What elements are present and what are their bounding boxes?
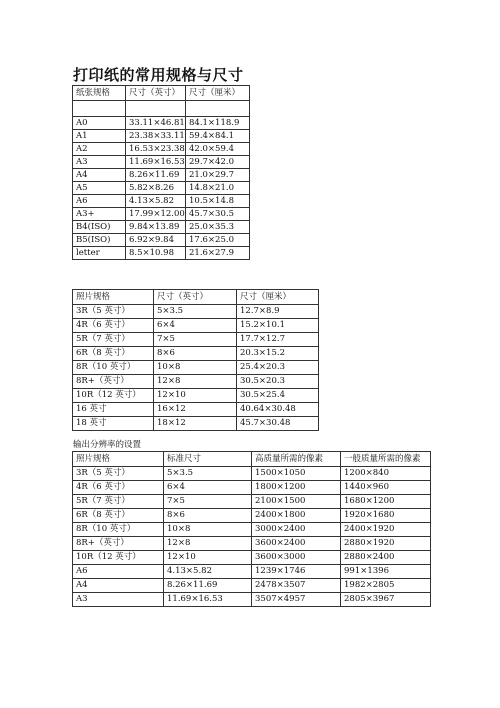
table-cell: A6 [73, 195, 126, 208]
table-cell: A6 [73, 565, 164, 579]
table-row [73, 537, 431, 551]
table-cell: 18×12 [154, 417, 237, 431]
header-cell: 照片规格 [73, 290, 154, 305]
table-row [73, 361, 319, 375]
table-row [73, 117, 250, 130]
table-cell: 10×8 [154, 361, 237, 375]
table-row [73, 523, 431, 537]
table-cell: 84.1×118.9 [186, 117, 250, 130]
table-cell: 40.64×30.48 [237, 403, 319, 417]
table-cell: 2100×1500 [252, 495, 341, 509]
table-cell: 1680×1200 [341, 495, 431, 509]
table-cell: 11.69×16.53 [126, 156, 186, 169]
table-cell: 1800×1200 [252, 481, 341, 495]
table-cell: 12×10 [154, 389, 237, 403]
table-row [73, 347, 319, 361]
table-cell: 991×1396 [341, 565, 431, 579]
table-row [73, 182, 250, 195]
header-cell: 尺寸（厘米） [237, 290, 319, 305]
table-row [73, 389, 319, 403]
table-cell: 6R（8 英寸） [73, 509, 164, 523]
table-cell: 1440×960 [341, 481, 431, 495]
table-cell: 4R（6 英寸） [73, 319, 154, 333]
table-header-row [73, 452, 431, 467]
table-cell: 17.6×25.0 [186, 234, 250, 247]
table-row [73, 467, 431, 481]
header-cell: 尺寸（英寸） [154, 290, 237, 305]
table-row [73, 593, 431, 607]
table-cell: A5 [73, 182, 126, 195]
table-row [73, 333, 319, 347]
table-cell: 4R（6 英寸） [73, 481, 164, 495]
table-cell: letter [73, 247, 126, 260]
table-cell: 3R（5 英寸） [73, 467, 164, 481]
header-cell: 尺寸（英寸） [126, 86, 186, 101]
table-cell: 2400×1920 [341, 523, 431, 537]
table-cell: 7×5 [154, 333, 237, 347]
table-cell: 8R（10 英寸） [73, 361, 154, 375]
table-row [73, 319, 319, 333]
table-cell: 8.5×10.98 [126, 247, 186, 260]
table-cell: 25.4×20.3 [237, 361, 319, 375]
table-row [73, 234, 250, 247]
table-cell: 16 英寸 [73, 403, 154, 417]
table-cell: 42.0×59.4 [186, 143, 250, 156]
table-cell: 3600×3000 [252, 551, 341, 565]
table-cell: 8×6 [154, 347, 237, 361]
table-cell: 1500×1050 [252, 467, 341, 481]
table-row [73, 143, 250, 156]
table-cell: 5R（7 英寸） [73, 495, 164, 509]
table-cell: 2880×1920 [341, 537, 431, 551]
table-header-row [73, 86, 250, 101]
table-cell: A1 [73, 130, 126, 143]
table-cell: 2805×3967 [341, 593, 431, 607]
table-cell: 2478×3507 [252, 579, 341, 593]
table-cell: A3 [73, 156, 126, 169]
table-cell: 30.5×25.4 [237, 389, 319, 403]
table-cell: A4 [73, 169, 126, 182]
resolution-table [72, 451, 431, 607]
table-row [73, 195, 250, 208]
table-cell: 7×5 [164, 495, 252, 509]
table-row [73, 481, 431, 495]
table-cell: 29.7×42.0 [186, 156, 250, 169]
page-title: 打印纸的常用规格与尺寸 [73, 66, 244, 84]
table-cell: 21.0×29.7 [186, 169, 250, 182]
table-row [73, 247, 250, 260]
table-cell: 12×8 [154, 375, 237, 389]
table-header-row [73, 290, 319, 305]
table-cell: 10R（12 英寸） [73, 389, 154, 403]
header-cell: 纸张规格 [73, 86, 126, 101]
table-cell: A3+ [73, 208, 126, 221]
table-cell: 33.11×46.81 [126, 117, 186, 130]
table-cell: 10×8 [164, 523, 252, 537]
table-row [73, 221, 250, 234]
table-cell: B4(ISO) [73, 221, 126, 234]
table-cell: 18 英寸 [73, 417, 154, 431]
table-cell: 6×4 [154, 319, 237, 333]
paper-size-table [72, 85, 250, 260]
table-cell: 12×10 [164, 551, 252, 565]
table-cell: 6×4 [164, 481, 252, 495]
table-cell: 1239×1746 [252, 565, 341, 579]
table-row [73, 375, 319, 389]
table-cell: 10.5×14.8 [186, 195, 250, 208]
table-cell: 1982×2805 [341, 579, 431, 593]
table-cell: 23.38×33.11 [126, 130, 186, 143]
table-cell: 8R+（英寸） [73, 537, 164, 551]
table-cell: 5×3.5 [154, 305, 237, 319]
table-cell: 8.26×11.69 [164, 579, 252, 593]
table-cell: 59.4×84.1 [186, 130, 250, 143]
header-cell: 高质量所需的像素 [252, 452, 341, 467]
table-cell: 1920×1680 [341, 509, 431, 523]
table-cell: 5R（7 英寸） [73, 333, 154, 347]
table-cell: 2880×2400 [341, 551, 431, 565]
photo-size-table [72, 289, 319, 431]
table-cell: 11.69×16.53 [164, 593, 252, 607]
table-cell: 5×3.5 [164, 467, 252, 481]
table-cell: 3000×2400 [252, 523, 341, 537]
table-cell: 4.13×5.82 [126, 195, 186, 208]
table-cell: 20.3×15.2 [237, 347, 319, 361]
table-cell: A3 [73, 593, 164, 607]
table-row [73, 169, 250, 182]
table-cell: 5.82×8.26 [126, 182, 186, 195]
resolution-caption: 输出分辨率的设置 [73, 440, 142, 450]
table-cell: 45.7×30.5 [186, 208, 250, 221]
table-cell: 12.7×8.9 [237, 305, 319, 319]
table-row [73, 417, 319, 431]
table-row [73, 509, 431, 523]
table-cell: B5(ISO) [73, 234, 126, 247]
table-cell: 10R（12 英寸） [73, 551, 164, 565]
table-cell: A2 [73, 143, 126, 156]
table-row [73, 565, 431, 579]
table-cell: 15.2×10.1 [237, 319, 319, 333]
table-cell: 3507×4957 [252, 593, 341, 607]
table-row [73, 156, 250, 169]
table-cell: 17.99×12.00 [126, 208, 186, 221]
table-cell: 30.5×20.3 [237, 375, 319, 389]
table-cell: A4 [73, 579, 164, 593]
table-cell: 8×6 [164, 509, 252, 523]
header-cell: 标准尺寸 [164, 452, 252, 467]
table-spacer-row [73, 101, 250, 117]
table-cell: 12×8 [164, 537, 252, 551]
table-cell: 3R（5 英寸） [73, 305, 154, 319]
table-row [73, 579, 431, 593]
table-cell: 14.8×21.0 [186, 182, 250, 195]
table-cell: 25.0×35.3 [186, 221, 250, 234]
table-cell: 6.92×9.84 [126, 234, 186, 247]
header-cell: 照片规格 [73, 452, 164, 467]
table-cell: 3600×2400 [252, 537, 341, 551]
header-cell: 一般质量所需的像素 [341, 452, 431, 467]
table-cell: 4.13×5.82 [164, 565, 252, 579]
table-cell: 8R+（英寸） [73, 375, 154, 389]
table-row [73, 403, 319, 417]
header-cell: 尺寸（厘米） [186, 86, 250, 101]
table-cell: 8.26×11.69 [126, 169, 186, 182]
table-cell: 9.84×13.89 [126, 221, 186, 234]
table-row [73, 551, 431, 565]
table-cell: 17.7×12.7 [237, 333, 319, 347]
table-row [73, 130, 250, 143]
table-cell: 16×12 [154, 403, 237, 417]
table-cell: A0 [73, 117, 126, 130]
table-row [73, 208, 250, 221]
table-cell: 21.6×27.9 [186, 247, 250, 260]
table-cell: 8R（10 英寸） [73, 523, 164, 537]
table-row [73, 495, 431, 509]
table-cell: 6R（8 英寸） [73, 347, 154, 361]
table-cell: 16.53×23.38 [126, 143, 186, 156]
table-cell: 45.7×30.48 [237, 417, 319, 431]
table-cell: 1200×840 [341, 467, 431, 481]
table-row [73, 305, 319, 319]
table-cell: 2400×1800 [252, 509, 341, 523]
